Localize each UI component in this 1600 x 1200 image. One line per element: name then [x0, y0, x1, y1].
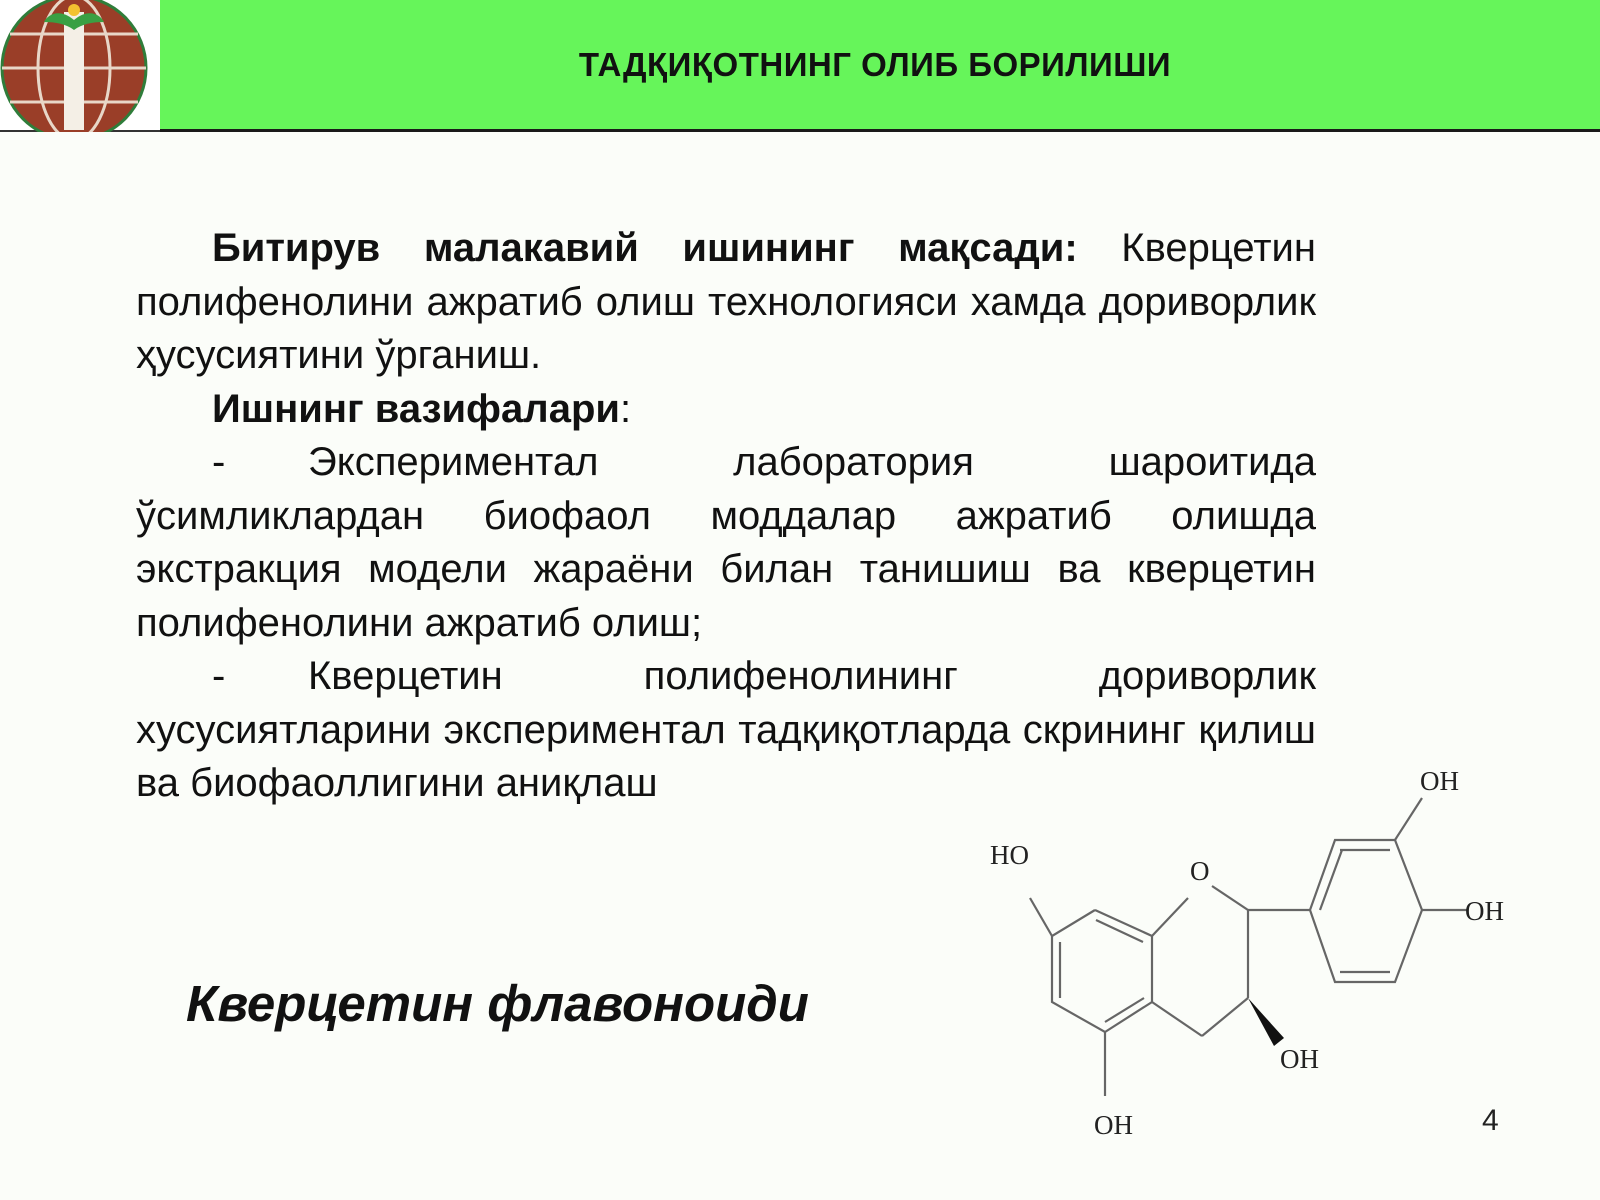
ring-oxygen-label: O — [1190, 856, 1210, 886]
slide-body — [136, 222, 1316, 811]
task-item — [136, 436, 1316, 650]
task-marker: - — [212, 440, 226, 484]
task-text: Кверцетин полифенолининг дориворлик хусусиятларини экспериментал тадқиқотларда скрининг қилиш ва биофаоллигини аниқлаш — [136, 654, 1316, 805]
structure-bonds — [1030, 798, 1468, 1096]
oh-label-c3: OH — [1280, 1044, 1319, 1074]
ho-label: HO — [990, 840, 1029, 870]
task-marker: - — [212, 654, 226, 698]
header-bar — [0, 0, 1600, 132]
logo — [0, 0, 160, 132]
slide-title: ТАДҚИҚОТНИНГ ОЛИБ БОРИЛИШИ — [578, 46, 1172, 83]
wedge-bond — [1248, 998, 1284, 1046]
tasks-colon: : — [619, 386, 632, 431]
goal-label: Битирув малакавий ишининг мақсади: — [212, 226, 1078, 270]
tasks-heading — [136, 383, 1316, 437]
quercetin-structure-diagram — [990, 770, 1530, 1170]
oh-label-top: OH — [1420, 770, 1459, 796]
goal-paragraph — [136, 222, 1316, 383]
oh-label-bottom: OH — [1094, 1110, 1133, 1140]
goal-text: Кверцетин полифенолини ажратиб олиш технологияси хамда дориворлик ҳусусиятини ўрганиш. — [136, 226, 1316, 377]
oh-label-right: OH — [1465, 896, 1504, 926]
globe-logo-icon — [0, 0, 160, 132]
figure-caption: Кверцетин флавоноиди — [186, 975, 809, 1032]
page-number: 4 — [1482, 1104, 1499, 1137]
tasks-label: Ишнинг вазифалари — [212, 386, 620, 431]
task-text: Экспериментал лаборатория шароитида ўсимликлардан биофаол моддалар ажратиб олишда экстракция модели жараёни билан танишиш ва кверцетин полифенолини ажратиб олиш; — [136, 440, 1316, 645]
